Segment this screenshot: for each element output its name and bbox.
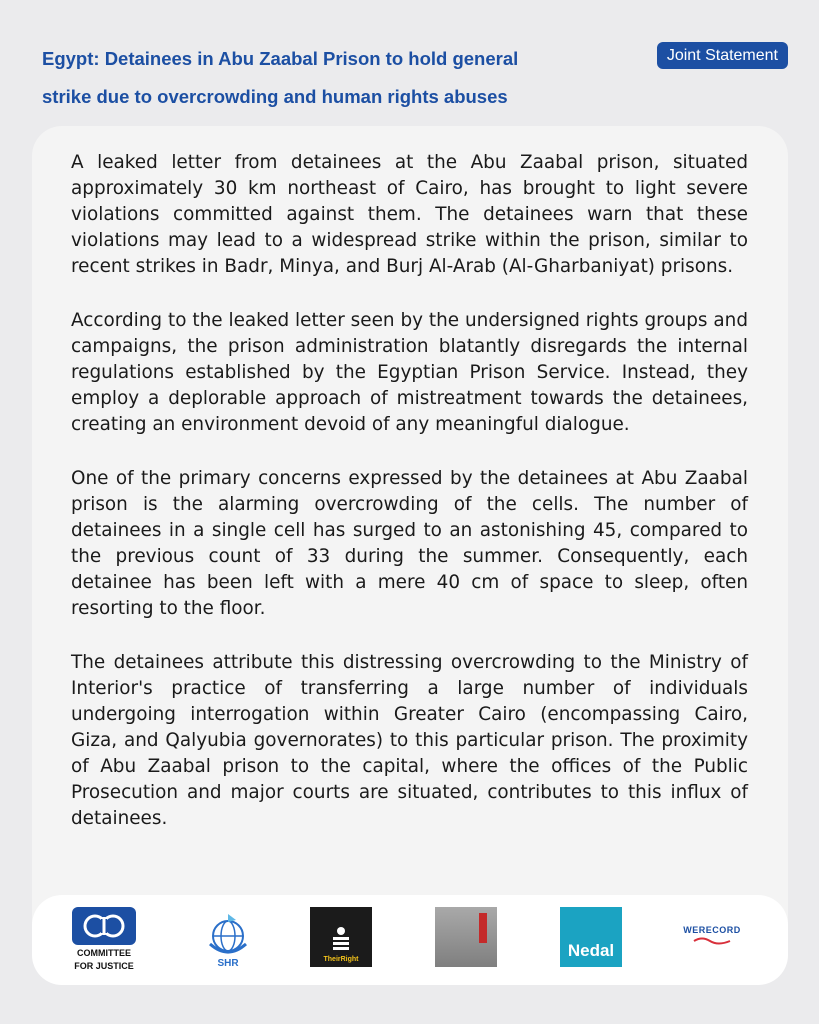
title-line-1: Egypt: Detainees in Abu Zaabal Prison to hold general [42,48,519,69]
werecord-arabic-mark-icon [692,935,732,945]
human-rights-org-emblem-icon [435,907,497,967]
page-title [42,40,602,116]
their-right-logo [310,907,372,967]
paragraph-2: According to the leaked letter seen by the undersigned rights groups and campaigns, the prison administration blatantly disregards the internal regulations established by the Egyptian Prison Service. Instead, they employ a deplorable approach of mistreatment towards the detainees, creating an environment devoid of any meaningful dialogue. [71,310,748,435]
their-right-label: TheirRight [323,956,359,963]
shr-label: SHR [217,957,239,969]
partner-logos-bar [32,895,788,985]
shr-logo [200,905,256,973]
werecord-logo [672,925,752,945]
paragraph-1: A leaked letter from detainees at the Abu Zaabal prison, situated approximately 30 km northeast of Cairo, has brought to light severe violations committed against them. The detainees warn that these violations may lead to a widespread strike within the prison, similar to recent strikes in Badr, Minya, and Burj Al-Arab (Al-Gharbaniyat) prisons. [71,152,748,277]
werecord-label: WERECORD [683,925,741,935]
their-right-figure-icon [330,926,352,956]
committee-for-justice-logo [70,907,138,971]
cfj-mark-icon [72,907,136,945]
title-line-2: strike due to overcrowding and human rights abuses [42,86,508,107]
nedal-label: Nedal [567,941,615,960]
paragraph-3: One of the primary concerns expressed by the detainees at Abu Zaabal prison is the alarming overcrowding of the cells. The number of detainees in a single cell has surged to an astonishing 45, compared to the previous count of 33 during the summer. Consequently, each detainee has been left with a mere 40 cm of space to sleep, often resorting to the floor. [71,468,748,619]
joint-statement-badge: Joint Statement [657,42,788,69]
cfj-text-line-1: COMMITTEE [77,948,131,958]
nedal-logo [560,907,622,967]
cfj-text-line-2: FOR JUSTICE [74,961,134,971]
human-rights-org-logo [435,907,497,967]
shr-globe-icon [206,910,250,958]
article-body [71,150,748,860]
paragraph-4: The detainees attribute this distressing overcrowding to the Ministry of Interior's practice of transferring a large number of individuals undergoing interrogation within Greater Cairo (encompassing Cairo, Giza, and Qalyubia governorates) to this particular prison. The proximity of Abu Zaabal prison to the capital, where the offices of the Public Prosecution and major courts are situated, contributes to this influx of detainees. [71,652,748,829]
